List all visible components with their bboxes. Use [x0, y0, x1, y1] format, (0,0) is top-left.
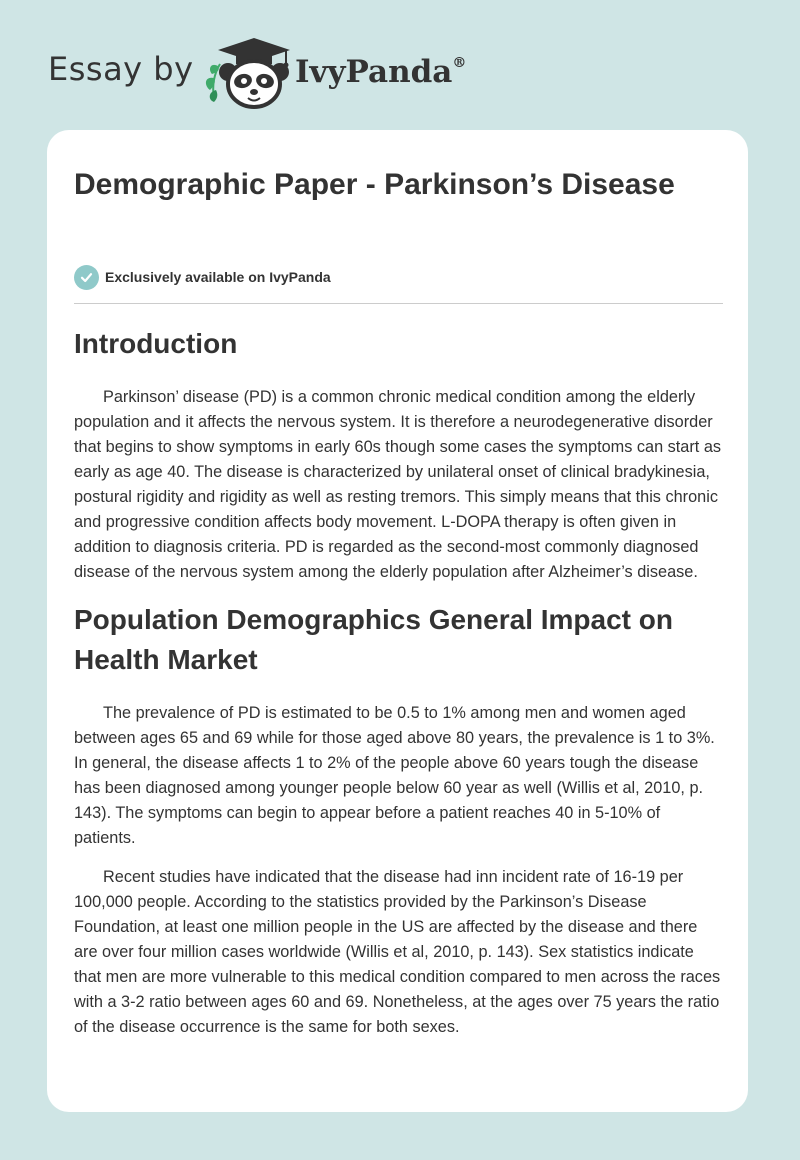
- population-paragraph-1: The prevalence of PD is estimated to be 0.5 to 1% among men and women aged between ages 65 and 69 while for those aged above 80 years, the prevalence is 1 to 3%. In general, the disease affects 1 to 2% of the people above 60 years tough the disease has been diagnosed among younger people below 60 year as well (Willis et al, 2010, p. 143). The symptoms can begin to appear before a patient reaches 40 in 5-10% of patients.: [74, 704, 715, 847]
- page-title: Demographic Paper - Parkinson’s Disease: [74, 168, 675, 201]
- panda-graduate-icon[interactable]: [200, 34, 296, 110]
- site-header: [0, 0, 800, 130]
- section-heading-population-demographics: Population Demographics General Impact on Health Market: [74, 604, 673, 675]
- divider: [74, 303, 723, 304]
- introduction-paragraph: Parkinson’ disease (PD) is a common chronic medical condition among the elderly population and it affects the nervous system. It is therefore a neurodegenerative disorder that begins to show symptoms in early 60s though some cases the symptoms can start as early as age 40. The disease is characterized by unilateral onset of clinical bradykinesia, postural rigidity and rigidity as well as resting tremors. This simply means that this chronic and progressive condition affects body movement. L-DOPA therapy is often given in addition to diagnosis criteria. PD is regarded as the second-most commonly diagnosed disease of the nervous system among the elderly population after Alzheimer’s disease.: [74, 388, 722, 581]
- essay-by-label: Essay by: [48, 50, 194, 88]
- essay-card: [47, 130, 748, 1112]
- badge-text: Exclusively available on IvyPanda: [105, 269, 331, 285]
- registered-mark: ®: [452, 54, 467, 71]
- exclusive-badge: [74, 264, 331, 290]
- brand-name[interactable]: [295, 54, 466, 90]
- section-heading-introduction: Introduction: [74, 328, 238, 359]
- essay-body: [74, 324, 724, 1040]
- check-circle-icon: [74, 265, 99, 290]
- population-paragraph-2: Recent studies have indicated that the disease had inn incident rate of 16-19 per 100,000 people. According to the statistics provided by the Parkinson’s Disease Foundation, at least one million people in the US are affected by the disease and there are over four million cases worldwide (Willis et al, 2010, p. 143). Sex statistics indicate that men are more vulnerable to this medical condition compared to men across the races with a 3-2 ratio between ages 60 and 69. Nonetheless, at the ages over 75 years the ratio of the disease occurrence is the same for both sexes.: [74, 868, 721, 1036]
- brand-text: IvyPanda: [295, 54, 453, 90]
